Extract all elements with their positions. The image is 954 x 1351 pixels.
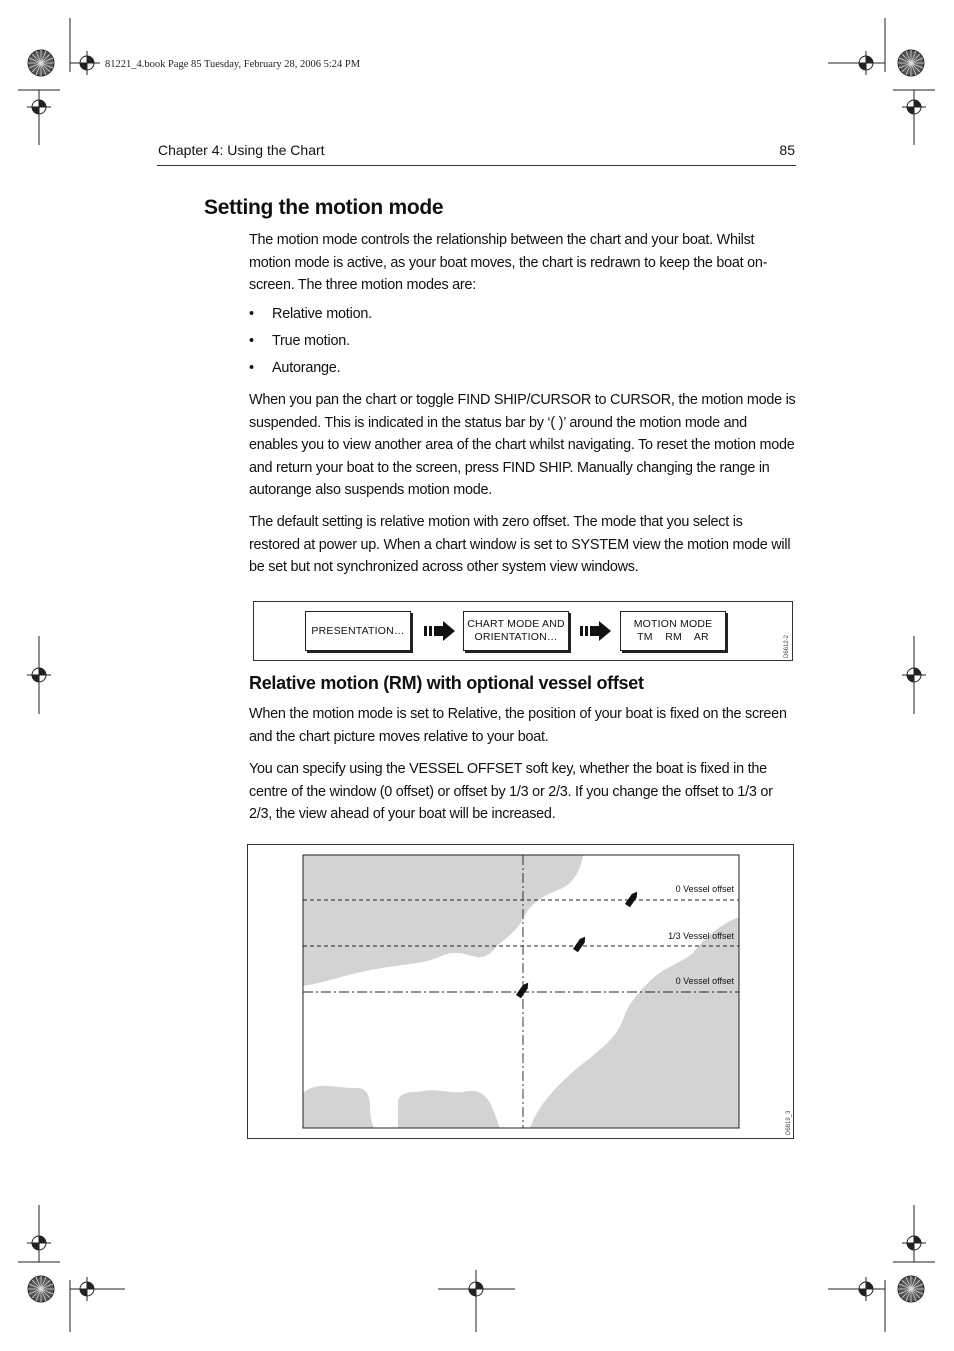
page-number: 85 xyxy=(779,142,795,158)
key-label: TM RM AR xyxy=(637,631,709,643)
offset-label: 1/3 Vessel offset xyxy=(668,931,734,941)
bullet-item: • Autorange. xyxy=(249,360,341,376)
relative-motion-paragraph: When the motion mode is set to Relative, the position of your boat is fixed on the screen and the chart picture moves relative to your boat. xyxy=(249,706,787,745)
header-rule xyxy=(157,165,796,166)
figure-id: D6612-2 xyxy=(784,634,790,658)
bullet-item: • Relative motion. xyxy=(249,306,372,322)
offset-label: 0 Vessel offset xyxy=(675,976,734,986)
bullet-text: Relative motion. xyxy=(272,306,372,322)
chart-mode-orientation-soft-key xyxy=(463,611,569,651)
suspend-paragraph: When you pan the chart or toggle FIND SHIP/CURSOR to CURSOR, the motion mode is suspended. This is indicated in the status bar by ‘( )’ around the motion mode and enables you to view another area of the chart whilst navigating. To reset the motion mode and return your boat to the screen, press FIND SHIP. Manually changing the range in autorange also suspends motion mode. xyxy=(249,392,796,498)
default-setting-paragraph: The default setting is relative motion with zero offset. The mode that you select is restored at power up. When a chart window is set to SYSTEM view the motion mode will be set but not synchronized across other system view windows. xyxy=(249,514,791,575)
motion-mode-soft-key xyxy=(620,611,726,651)
key-label: MOTION MODE xyxy=(633,618,713,630)
running-header-chapter: Chapter 4: Using the Chart xyxy=(158,142,325,158)
vessel-offset-paragraph: You can specify using the VESSEL OFFSET soft key, whether the boat is fixed in the centre of the window (0 offset) or offset by 1/3 or 2/3. If you change the offset to 1/3 or 2/3, the view ahead of your boat will be increased. xyxy=(249,761,773,822)
land-mass xyxy=(303,1086,374,1128)
section-title: Setting the motion mode xyxy=(204,196,444,219)
intro-paragraph: The motion mode controls the relationship between the chart and your boat. Whilst motion mode is active, as your boat moves, the chart is redrawn to keep the boat on-screen. The three motion modes are: xyxy=(249,232,768,293)
arrow-right-icon xyxy=(580,620,612,642)
print-slug-line: 81221_4.book Page 85 Tuesday, February 28, 2006 5:24 PM xyxy=(105,59,361,70)
key-label: PRESENTATION… xyxy=(311,624,405,637)
bullet-text: Autorange. xyxy=(272,360,341,376)
bullet-text: True motion. xyxy=(272,333,350,349)
key-label: CHART MODE AND xyxy=(467,618,565,630)
arrow-right-icon xyxy=(424,620,456,642)
vessel-offset-diagram xyxy=(247,844,794,1139)
subsection-title: Relative motion (RM) with optional vessel offset xyxy=(249,673,644,693)
figure-id: D6819_3 xyxy=(786,1110,792,1135)
offset-label: 0 Vessel offset xyxy=(675,884,734,894)
presentation-soft-key xyxy=(305,611,411,651)
soft-key-flow-figure xyxy=(253,601,793,661)
key-label: ORIENTATION… xyxy=(474,631,558,643)
bullet-item: • True motion. xyxy=(249,333,350,349)
